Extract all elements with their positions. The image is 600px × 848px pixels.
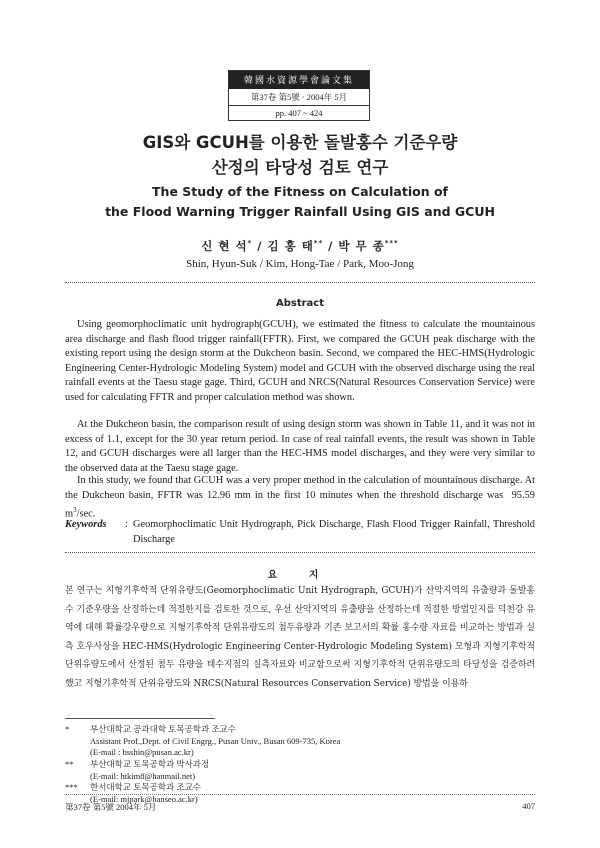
abstract-paragraph-2 [65, 418, 535, 476]
page-number: 407 [522, 801, 535, 811]
english-title-line-2: the Flood Warning Trigger Rainfall Using GIS and GCUH [105, 204, 495, 219]
keywords-value: Geomorphoclimatic Unit Hydrograph, Pick Discharge, Flash Flood Trigger Rainfall, Threshold Discharge [133, 519, 535, 545]
abstract-paragraph-3 [65, 474, 535, 522]
keywords-colon: : [125, 519, 128, 530]
footnote-2-line-1: 부산대학교 토목공학과 박사과정 [90, 759, 210, 769]
journal-name: 韓國水資源學會論文集 [229, 71, 369, 89]
footnote-3-line-1: 한서대학교 토목공학과 조교수 [90, 782, 201, 792]
abstract-paragraph-3-text: In this study, we found that GCUH was a very proper method in the calculation of mountainous discharge. At the Dukcheon basin, FFTR was 12.96 mm in the first 10 minutes when the threshold discharge was [65, 475, 535, 501]
author-separator-1: / [252, 239, 268, 253]
abstract-paragraph-1-text: Using geomorphoclimatic unit hydrograph(GCUH), we estimated the fitness to calculate the mountainous area discharge and flash flood trigger rainfall(FFTR). First, we compared the GCUH peak discharge with the existing report using the design storm at the Dukcheon basin. Second, we compared the HEC-HMS(Hydrologic Engineering Center-Hydrologic Modeling System) model and GCUH with the observed discharge using the real rainfall events at the Taesu stage gage. Third, GCUH and NRCS(Natural Resources Conservation Service) were used for calculating FFTR and proper calculation method was shown. [65, 319, 535, 403]
footnote-1-line-2: Assistant Prof.,Dept. of Civil Engrg., Pusan Univ., Busan 609-735, Korea [90, 735, 341, 746]
summary-body [65, 582, 535, 694]
summary-body-text: 본 연구는 지형기후학적 단위유량도(Geomorphoclimatic Unit Hydrograph, GCUH)가 산악지역의 유출량과 돌발홍수 기준우량을 산정하는데 적절한지를 검토한 것으로, 우선 산악지역의 유출량을 산정하는데 적절한 방법인지를 덕천강 유역에 대해 확률강우량으로 지형기후학적 단위유량도의 첨두유량과 기존 보고서의 확률 홍수량 자료를 비교하는 방법과 실측 호우사상을 HEC-HMS(Hydrologic Engineering Center-Hydrologic Modeling System) 모형과 지형기후학적 단위유량도에서 산정된 첨두 유량을 태수지점의 실측자료와 비교함으로써 지형기후학적 단위유량도의 타당성을 검증하려했고 지형기후학적 단위유량도와 NRCS(Natural Resources Conservation Service) 방법을 이용하 [65, 586, 535, 689]
footnote-1-line-3: (E-mail : hsshin@pusan.ac.kr) [90, 747, 194, 758]
threshold-discharge-unit-tail: /sec. [76, 508, 96, 520]
abstract-divider [65, 552, 535, 553]
abstract-heading: Abstract [275, 298, 325, 309]
abstract-paragraph-1 [65, 318, 535, 406]
footnote-1-line-1: 부산대학교 공과대학 토목공학과 조교수 [90, 724, 236, 734]
author-1-mark: * [247, 239, 253, 248]
summary-heading: 요 지 [267, 570, 333, 581]
author-2-mark: ** [313, 239, 324, 248]
authors-english: Shin, Hyun-Suk / Kim, Hong-Tae / Park, Moo-Jong [186, 258, 414, 270]
author-3-mark: *** [384, 239, 399, 248]
journal-pages: pp. 407 ~ 424 [275, 108, 323, 118]
footnote-2-line-2: (E-mail: htkim8@hanmail.net) [90, 770, 196, 781]
korean-title [0, 130, 600, 180]
author-3-name: 박 무 종 [338, 239, 385, 253]
threshold-discharge-unit-sup: 3 [73, 506, 77, 515]
author-separator-2: / [323, 239, 339, 253]
author-2-name: 김 홍 태 [267, 239, 314, 253]
header-divider [65, 282, 535, 283]
english-title-line-1: The Study of the Fitness on Calculation of [152, 184, 448, 199]
korean-title-line-1: GIS와 GCUH를 이용한 돌발홍수 기준우량 [142, 133, 458, 152]
journal-volume: 第37卷 第5號 · 2004年 5月 [229, 89, 369, 106]
abstract-paragraph-2-text: At the Dukcheon basin, the comparison result of using design storm was shown in Table 11, and it was not in excess of 1.1, except for the 30 year return period. In case of real rainfall events, the result was shown in Table 12, and GCUH discharges were all larger than the HEC-HMS model discharges, and they were very similar to the observed data at the Taesu stage gage. [65, 419, 535, 474]
authors-korean [0, 238, 600, 254]
english-title [0, 182, 600, 222]
korean-title-line-2: 산정의 타당성 검토 연구 [211, 158, 389, 177]
footer-journal-issue: 第37卷 第5號 2004年 5月 [65, 802, 157, 812]
footnote-3-line-2: (E-mail: mjpark@hanseo.ac.kr) [90, 793, 198, 804]
footnote-rule [65, 718, 215, 719]
footnote-3-mark: *** [65, 782, 78, 792]
keywords-label: Keywords [65, 519, 107, 530]
threshold-discharge-value: 95.59 m [65, 489, 535, 520]
footnote-2-mark: ** [65, 759, 74, 769]
author-1-name: 신 현 석 [201, 239, 248, 253]
footnote-1-mark: * [65, 724, 70, 734]
journal-info-box [228, 70, 370, 121]
